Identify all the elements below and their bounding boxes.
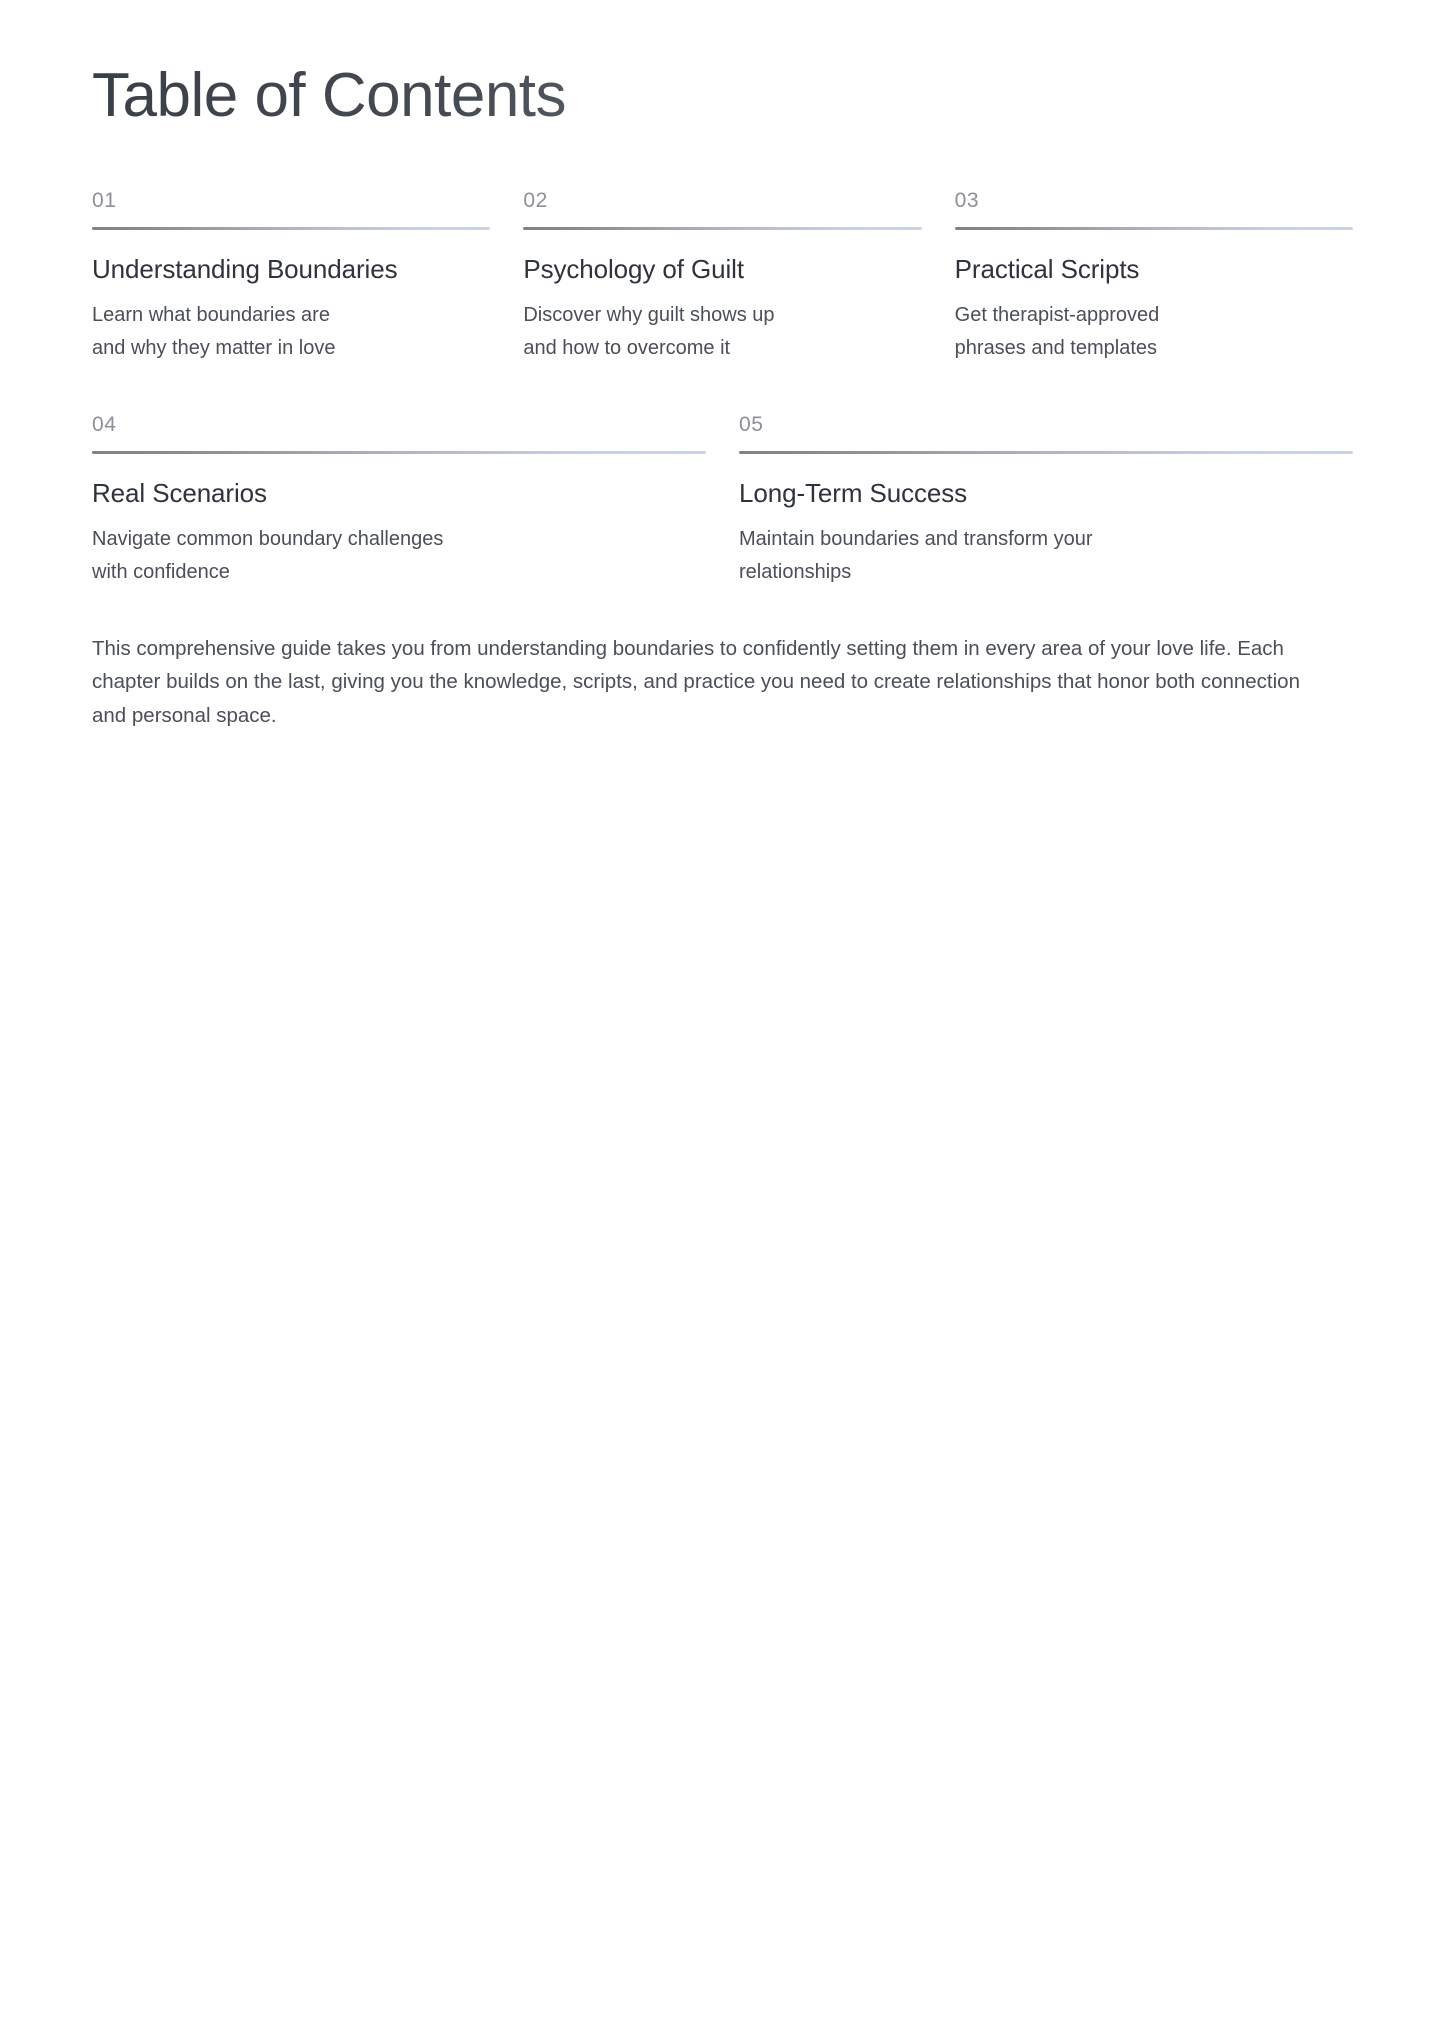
toc-entry-03[interactable] <box>955 182 1353 364</box>
toc-entry-description: Learn what boundaries are and why they matter in love <box>92 304 336 359</box>
toc-entry-05[interactable] <box>739 406 1353 588</box>
toc-entry-description: Get therapist-approved phrases and templates <box>954 304 1160 359</box>
toc-entry-description: Maintain boundaries and transform your relationships <box>739 528 1093 583</box>
toc-grid-row-one <box>92 182 1353 364</box>
toc-entry-title: Long-Term Success <box>739 478 968 509</box>
toc-entry-number: 01 <box>92 189 117 213</box>
toc-entry-divider <box>955 227 1353 230</box>
toc-entry-description: Navigate common boundary challenges with confidence <box>92 528 444 583</box>
toc-entry-title: Understanding Boundaries <box>92 254 398 285</box>
toc-entry-number: 02 <box>523 189 548 213</box>
toc-entry-divider <box>523 227 921 230</box>
toc-entry-number: 04 <box>92 413 117 437</box>
toc-entry-title: Real Scenarios <box>92 478 267 509</box>
toc-entry-divider <box>92 227 490 230</box>
toc-entry-title: Practical Scripts <box>954 254 1140 285</box>
toc-entry-divider <box>739 451 1353 454</box>
page-title: Table of Contents <box>92 62 1353 130</box>
toc-entry-04[interactable] <box>92 406 706 588</box>
toc-entry-title: Psychology of Guilt <box>523 254 744 285</box>
toc-entry-divider <box>92 451 706 454</box>
toc-entry-number: 05 <box>739 413 764 437</box>
toc-entry-description: Discover why guilt shows up and how to overcome it <box>523 304 775 359</box>
toc-entry-01[interactable] <box>92 182 490 364</box>
toc-grid-row-two <box>92 406 1353 588</box>
toc-entry-number: 03 <box>954 189 980 213</box>
toc-entry-02[interactable] <box>523 182 921 364</box>
toc-summary-paragraph: This comprehensive guide takes you from understanding boundaries to confidently setting them in every area of your love life. Each chapter builds on the last, giving you the knowledge, scripts, and practice you need to create relationships that honor both connection and personal space. <box>92 637 1300 727</box>
